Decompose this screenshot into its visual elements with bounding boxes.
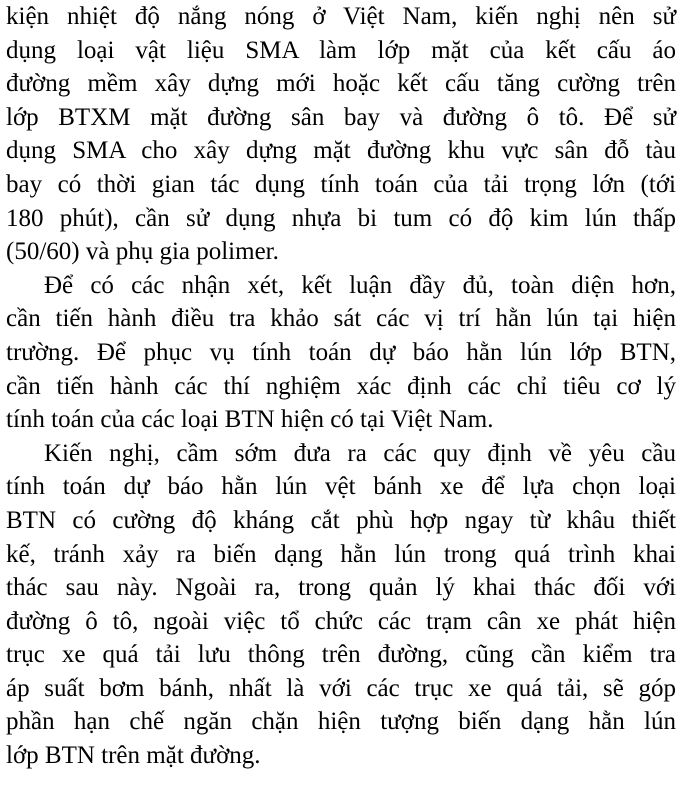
text-line: áp suất bơm bánh, nhất là với các trục xe quá tải, sẽ góp (6, 674, 676, 702)
text-line: Để có các nhận xét, kết luận đầy đủ, toàn diện hơn, (44, 271, 676, 299)
paragraph-recommendation-sma (6, 0, 676, 269)
text-line: thác sau này. Ngoài ra, trong quản lý khai thác đối với (6, 574, 676, 602)
text-line: đường ô tô, ngoài việc tổ chức các trạm cân xe phát hiện (6, 607, 676, 635)
text-line: lớp BTN trên mặt đường. (6, 742, 261, 770)
text-line: lớp BTXM mặt đường sân bay và đường ô tô. Để sử (6, 103, 676, 131)
paragraph-field-survey (6, 269, 676, 437)
text-line: trường. Để phục vụ tính toán dự báo hằn lún lớp BTN, (6, 338, 676, 366)
paragraph-regulations (6, 437, 676, 773)
text-line: đường mềm xây dựng mới hoặc kết cấu tăng cường trên (6, 70, 676, 98)
text-line: (50/60) và phụ gia polimer. (6, 238, 279, 266)
text-line: BTN có cường độ kháng cắt phù hợp ngay từ khâu thiết (6, 506, 676, 534)
text-line: kế, tránh xảy ra biến dạng hằn lún trong quá trình khai (6, 540, 676, 568)
text-line: cần tiến hành các thí nghiệm xác định các chỉ tiêu cơ lý (6, 372, 676, 400)
text-line: phần hạn chế ngăn chặn hiện tượng biến dạng hằn lún (6, 708, 676, 736)
text-line: bay có thời gian tác dụng tính toán của tải trọng lớn (tới (6, 170, 676, 198)
text-line: Kiến nghị, cầm sớm đưa ra các quy định về yêu cầu (44, 439, 676, 467)
text-line: dụng SMA cho xây dựng mặt đường khu vực sân đỗ tàu (6, 137, 676, 165)
text-line: dụng loại vật liệu SMA làm lớp mặt của kết cấu áo (6, 36, 676, 64)
text-line: 180 phút), cần sử dụng nhựa bi tum có độ kim lún thấp (6, 204, 676, 232)
text-line: tính toán của các loại BTN hiện có tại Việt Nam. (6, 406, 494, 434)
text-line: kiện nhiệt độ nắng nóng ở Việt Nam, kiến nghị nên sử (6, 3, 676, 30)
text-line: cần tiến hành điều tra khảo sát các vị trí hằn lún tại hiện (6, 305, 676, 333)
text-line: tính toán dự báo hằn lún vệt bánh xe để lựa chọn loại (6, 473, 676, 501)
text-line: trục xe quá tải lưu thông trên đường, cũng cần kiểm tra (6, 641, 676, 669)
